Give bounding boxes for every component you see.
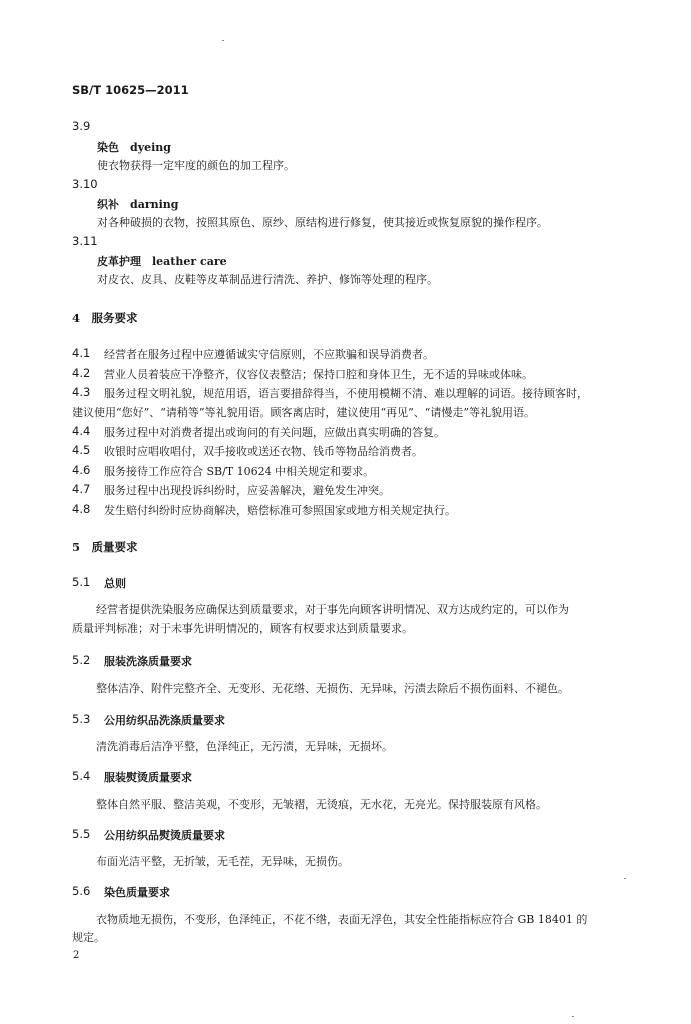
- paragraph-line: 整体洁净、附件完整齐全、无变形、无花绺、无损伤、无异味，污渍去除后不损伤面料、不褪色。: [96, 682, 569, 695]
- subsection-number: 5.5: [72, 827, 91, 841]
- term-definition: 对各种破损的衣物，按照其原色、原纱、原结构进行修复，使其接近或恢复原貌的操作程序。: [97, 216, 548, 229]
- clause-number: 4.6: [72, 463, 91, 477]
- subsection-title: 公用纺织品洗涤质量要求: [104, 714, 225, 727]
- scan-speck: [572, 1016, 574, 1017]
- term-title: 织补 darning: [97, 198, 179, 211]
- term-title: 皮革护理 leather care: [97, 255, 227, 268]
- subsection-title: 公用纺织品熨烫质量要求: [104, 829, 225, 842]
- clause-number: 4.5: [72, 443, 91, 457]
- clause-text: 收银时应唱收唱付，双手接收或送还衣物、钱币等物品给消费者。: [104, 445, 423, 458]
- subsection-title: 染色质量要求: [104, 886, 170, 899]
- clause-text: 服务过程中对消费者提出或询问的有关问题，应做出真实明确的答复。: [104, 426, 445, 439]
- subsection-title: 服装洗涤质量要求: [104, 655, 192, 668]
- page-number: 2: [73, 950, 80, 961]
- paragraph-line: 整体自然平服、整洁美观，不变形，无皱褶，无烫痕，无水花，无亮光。保持服装原有风格。: [96, 798, 547, 811]
- subsection-number: 5.2: [72, 653, 91, 667]
- clause-number: 4.8: [72, 502, 91, 516]
- document-code-header: SB/T 10625—2011: [72, 83, 189, 97]
- clause-text: 服务过程文明礼貌，规范用语，语言要措辞得当，不使用模糊不清、难以理解的词语。接待顾客时，: [104, 387, 588, 400]
- clause-number: 4.1: [72, 346, 91, 360]
- clause-text: 营业人员着装应干净整齐，仪容仪表整洁；保持口腔和身体卫生，无不适的异味或体味。: [104, 368, 533, 381]
- section-heading: 5 质量要求: [72, 540, 138, 554]
- term-title: 染色 dyeing: [97, 141, 171, 154]
- subsection-title: 服装熨烫质量要求: [104, 771, 192, 784]
- paragraph-line: 布面光洁平整，无折皱，无毛茬，无异味，无损伤。: [96, 855, 349, 868]
- paragraph-line: 质量评判标准；对于未事先讲明情况的，顾客有权要求达到质量要求。: [72, 622, 413, 635]
- clause-number: 3.9: [72, 119, 91, 133]
- term-definition: 使衣物获得一定牢度的颜色的加工程序。: [97, 159, 295, 172]
- clause-number: 3.10: [72, 177, 98, 191]
- subsection-number: 5.3: [72, 712, 91, 726]
- paragraph-line: 规定。: [72, 931, 105, 944]
- subsection-number: 5.1: [72, 575, 91, 589]
- clause-number: 3.11: [72, 234, 98, 248]
- paragraph-line: 经营者提供洗染服务应确保达到质量要求，对于事先向顾客讲明情况、双方达成约定的，可以作为: [96, 603, 569, 616]
- paragraph-line: 衣物质地无损伤，不变形，色泽纯正，不花不绺，表面无浮色，其安全性能指标应符合 GB 18401 的: [96, 913, 588, 926]
- clause-number: 4.2: [72, 366, 91, 380]
- scan-speck: [222, 40, 224, 41]
- clause-text: 经营者在服务过程中应遵循诚实守信原则，不应欺骗和误导消费者。: [104, 348, 434, 361]
- subsection-number: 5.6: [72, 884, 91, 898]
- subsection-number: 5.4: [72, 769, 91, 783]
- scan-speck: [624, 878, 626, 879]
- clause-text: 服务过程中出现投诉纠纷时，应妥善解决，避免发生冲突。: [104, 484, 390, 497]
- clause-text: 服务接待工作应符合 SB/T 10624 中相关规定和要求。: [104, 465, 375, 478]
- clause-text-continued: 建议使用“您好”、“请稍等”等礼貌用语。顾客离店时，建议使用“再见”、“请慢走”等礼貌用语。: [72, 406, 535, 419]
- subsection-title: 总则: [104, 577, 126, 590]
- section-heading: 4 服务要求: [72, 311, 138, 325]
- clause-number: 4.3: [72, 385, 91, 399]
- clause-text: 发生赔付纠纷时应协商解决，赔偿标准可参照国家或地方相关规定执行。: [104, 504, 456, 517]
- clause-number: 4.7: [72, 482, 91, 496]
- term-definition: 对皮衣、皮具、皮鞋等皮革制品进行清洗、养护、修饰等处理的程序。: [97, 273, 438, 286]
- paragraph-line: 清洗消毒后洁净平整，色泽纯正，无污渍，无异味，无损坏。: [96, 740, 393, 753]
- clause-number: 4.4: [72, 424, 91, 438]
